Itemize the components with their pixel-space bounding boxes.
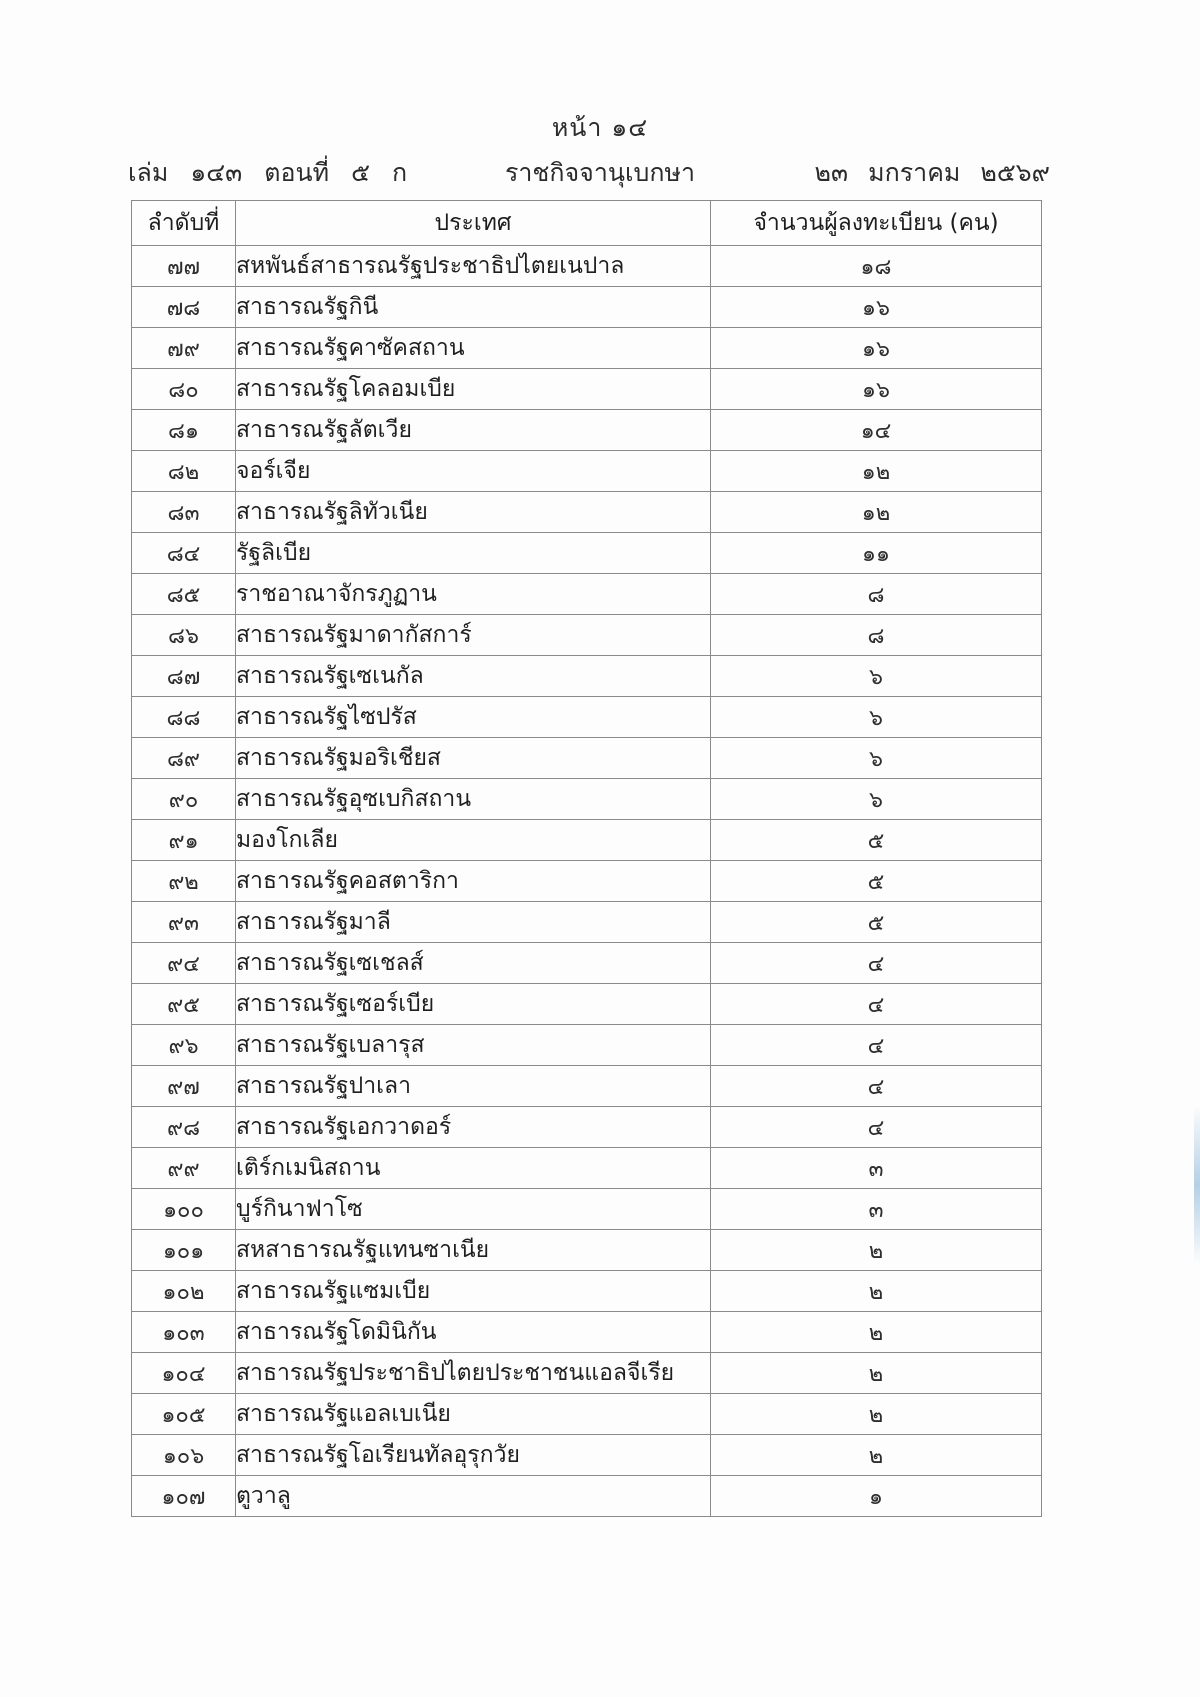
cell-registrant-count: ๖ — [711, 697, 1042, 738]
table-row — [132, 779, 1042, 820]
cell-order-number: ๑๐๗ — [132, 1476, 236, 1517]
cell-registrant-count: ๘ — [711, 615, 1042, 656]
cell-registrant-count: ๔ — [711, 1066, 1042, 1107]
cell-registrant-count: ๓ — [711, 1148, 1042, 1189]
table-row — [132, 533, 1042, 574]
cell-country-name: สาธารณรัฐอุซเบกิสถาน — [236, 779, 711, 820]
cell-registrant-count: ๑๘ — [711, 246, 1042, 287]
table-row — [132, 1107, 1042, 1148]
cell-order-number: ๑๐๐ — [132, 1189, 236, 1230]
table-row — [132, 287, 1042, 328]
table-row — [132, 1312, 1042, 1353]
cell-country-name: สาธารณรัฐเซเชลส์ — [236, 943, 711, 984]
cell-country-name: สาธารณรัฐโดมินิกัน — [236, 1312, 711, 1353]
cell-country-name: เติร์กเมนิสถาน — [236, 1148, 711, 1189]
cell-order-number: ๑๐๑ — [132, 1230, 236, 1271]
table-row — [132, 943, 1042, 984]
table-row — [132, 1476, 1042, 1517]
cell-country-name: สาธารณรัฐเซเนกัล — [236, 656, 711, 697]
cell-registrant-count: ๔ — [711, 1107, 1042, 1148]
cell-country-name: สาธารณรัฐไซปรัส — [236, 697, 711, 738]
cell-country-name: สาธารณรัฐแอลเบเนีย — [236, 1394, 711, 1435]
cell-registrant-count: ๔ — [711, 943, 1042, 984]
cell-country-name: สาธารณรัฐเบลารุส — [236, 1025, 711, 1066]
cell-order-number: ๗๙ — [132, 328, 236, 369]
cell-order-number: ๑๐๕ — [132, 1394, 236, 1435]
cell-registrant-count: ๑๖ — [711, 328, 1042, 369]
cell-order-number: ๙๙ — [132, 1148, 236, 1189]
table-row — [132, 1189, 1042, 1230]
table-row — [132, 369, 1042, 410]
cell-registrant-count: ๒ — [711, 1394, 1042, 1435]
cell-order-number: ๙๖ — [132, 1025, 236, 1066]
table-row — [132, 697, 1042, 738]
cell-order-number: ๘๔ — [132, 533, 236, 574]
cell-registrant-count: ๒ — [711, 1271, 1042, 1312]
cell-country-name: สหสาธารณรัฐแทนซาเนีย — [236, 1230, 711, 1271]
cell-country-name: สาธารณรัฐลิทัวเนีย — [236, 492, 711, 533]
cell-order-number: ๗๗ — [132, 246, 236, 287]
table-row — [132, 1353, 1042, 1394]
cell-country-name: สหพันธ์สาธารณรัฐประชาธิปไตยเนปาล — [236, 246, 711, 287]
cell-registrant-count: ๑๖ — [711, 287, 1042, 328]
part-number: ๕ — [351, 158, 370, 188]
cell-country-name: จอร์เจีย — [236, 451, 711, 492]
cell-order-number: ๘๗ — [132, 656, 236, 697]
cell-registrant-count: ๑ — [711, 1476, 1042, 1517]
table-row — [132, 1435, 1042, 1476]
cell-country-name: สาธารณรัฐคอสตาริกา — [236, 861, 711, 902]
cell-country-name: สาธารณรัฐเซอร์เบีย — [236, 984, 711, 1025]
cell-country-name: สาธารณรัฐคาซัคสถาน — [236, 328, 711, 369]
cell-registrant-count: ๒ — [711, 1435, 1042, 1476]
cell-country-name: สาธารณรัฐมาดากัสการ์ — [236, 615, 711, 656]
cell-order-number: ๙๔ — [132, 943, 236, 984]
column-header-registrants: จำนวนผู้ลงทะเบียน (คน) — [711, 201, 1042, 246]
column-header-country: ประเทศ — [236, 201, 711, 246]
cell-country-name: มองโกเลีย — [236, 820, 711, 861]
cell-country-name: ราชอาณาจักรภูฏาน — [236, 574, 711, 615]
section-letter: ก — [392, 158, 408, 188]
cell-order-number: ๘๘ — [132, 697, 236, 738]
cell-order-number: ๗๘ — [132, 287, 236, 328]
cell-order-number: ๙๓ — [132, 902, 236, 943]
column-header-order: ลำดับที่ — [132, 201, 236, 246]
volume-number: ๑๔๓ — [190, 158, 243, 188]
cell-registrant-count: ๖ — [711, 738, 1042, 779]
date-day: ๒๓ — [814, 158, 849, 188]
cell-country-name: สาธารณรัฐโคลอมเบีย — [236, 369, 711, 410]
table-body — [132, 246, 1042, 1517]
cell-country-name: สาธารณรัฐกินี — [236, 287, 711, 328]
cell-order-number: ๘๖ — [132, 615, 236, 656]
cell-order-number: ๙๕ — [132, 984, 236, 1025]
cell-registrant-count: ๑๔ — [711, 410, 1042, 451]
cell-country-name: สาธารณรัฐมอริเชียส — [236, 738, 711, 779]
date-year: ๒๕๖๙ — [980, 158, 1050, 188]
table-row — [132, 410, 1042, 451]
cell-country-name: ตูวาลู — [236, 1476, 711, 1517]
date-month: มกราคม — [868, 158, 961, 188]
cell-registrant-count: ๕ — [711, 861, 1042, 902]
cell-country-name: สาธารณรัฐปาเลา — [236, 1066, 711, 1107]
table-row — [132, 738, 1042, 779]
part-label: ตอนที่ — [264, 158, 330, 188]
cell-order-number: ๘๐ — [132, 369, 236, 410]
cell-order-number: ๙๐ — [132, 779, 236, 820]
cell-registrant-count: ๔ — [711, 984, 1042, 1025]
cell-registrant-count: ๘ — [711, 574, 1042, 615]
cell-registrant-count: ๒ — [711, 1230, 1042, 1271]
gazette-title: ราชกิจจานุเบกษา — [504, 158, 696, 188]
cell-order-number: ๘๕ — [132, 574, 236, 615]
table-row — [132, 1394, 1042, 1435]
table-header — [132, 201, 1042, 246]
cell-order-number: ๑๐๖ — [132, 1435, 236, 1476]
cell-order-number: ๘๙ — [132, 738, 236, 779]
cell-registrant-count: ๑๒ — [711, 451, 1042, 492]
cell-order-number: ๑๐๒ — [132, 1271, 236, 1312]
table-row — [132, 902, 1042, 943]
registrants-table — [131, 200, 1042, 1517]
cell-country-name: สาธารณรัฐโอเรียนทัลอุรุกวัย — [236, 1435, 711, 1476]
cell-order-number: ๙๒ — [132, 861, 236, 902]
cell-registrant-count: ๒ — [711, 1312, 1042, 1353]
cell-registrant-count: ๑๒ — [711, 492, 1042, 533]
table-row — [132, 451, 1042, 492]
volume-label: เล่ม — [128, 158, 169, 188]
cell-country-name: สาธารณรัฐลัตเวีย — [236, 410, 711, 451]
cell-registrant-count: ๔ — [711, 1025, 1042, 1066]
cell-registrant-count: ๕ — [711, 820, 1042, 861]
table-row — [132, 492, 1042, 533]
cell-registrant-count: ๓ — [711, 1189, 1042, 1230]
table-row — [132, 615, 1042, 656]
table-row — [132, 328, 1042, 369]
table-row — [132, 656, 1042, 697]
masthead — [0, 112, 1200, 187]
cell-registrant-count: ๕ — [711, 902, 1042, 943]
cell-country-name: สาธารณรัฐเอกวาดอร์ — [236, 1107, 711, 1148]
table-row — [132, 574, 1042, 615]
cell-order-number: ๙๗ — [132, 1066, 236, 1107]
table-row — [132, 861, 1042, 902]
cell-order-number: ๘๓ — [132, 492, 236, 533]
cell-order-number: ๙๑ — [132, 820, 236, 861]
cell-registrant-count: ๑๖ — [711, 369, 1042, 410]
cell-country-name: สาธารณรัฐมาลี — [236, 902, 711, 943]
cell-country-name: สาธารณรัฐแซมเบีย — [236, 1271, 711, 1312]
table-row — [132, 1271, 1042, 1312]
table-row — [132, 1148, 1042, 1189]
cell-country-name: สาธารณรัฐประชาธิปไตยประชาชนแอลจีเรีย — [236, 1353, 711, 1394]
table-row — [132, 1066, 1042, 1107]
cell-order-number: ๑๐๓ — [132, 1312, 236, 1353]
cell-registrant-count: ๖ — [711, 779, 1042, 820]
table-header-row — [132, 201, 1042, 246]
cell-order-number: ๙๘ — [132, 1107, 236, 1148]
scan-artifact — [1194, 1105, 1200, 1265]
publication-date — [815, 153, 1050, 193]
cell-country-name: รัฐลิเบีย — [236, 533, 711, 574]
cell-country-name: บูร์กินาฟาโซ — [236, 1189, 711, 1230]
table-row — [132, 1025, 1042, 1066]
table-row — [132, 246, 1042, 287]
cell-registrant-count: ๒ — [711, 1353, 1042, 1394]
table-row — [132, 820, 1042, 861]
masthead-row — [0, 153, 1200, 187]
cell-order-number: ๘๑ — [132, 410, 236, 451]
page-number: หน้า ๑๔ — [551, 113, 649, 142]
table-row — [132, 984, 1042, 1025]
cell-registrant-count: ๖ — [711, 656, 1042, 697]
cell-registrant-count: ๑๑ — [711, 533, 1042, 574]
cell-order-number: ๑๐๔ — [132, 1353, 236, 1394]
cell-order-number: ๘๒ — [132, 451, 236, 492]
table-row — [132, 1230, 1042, 1271]
